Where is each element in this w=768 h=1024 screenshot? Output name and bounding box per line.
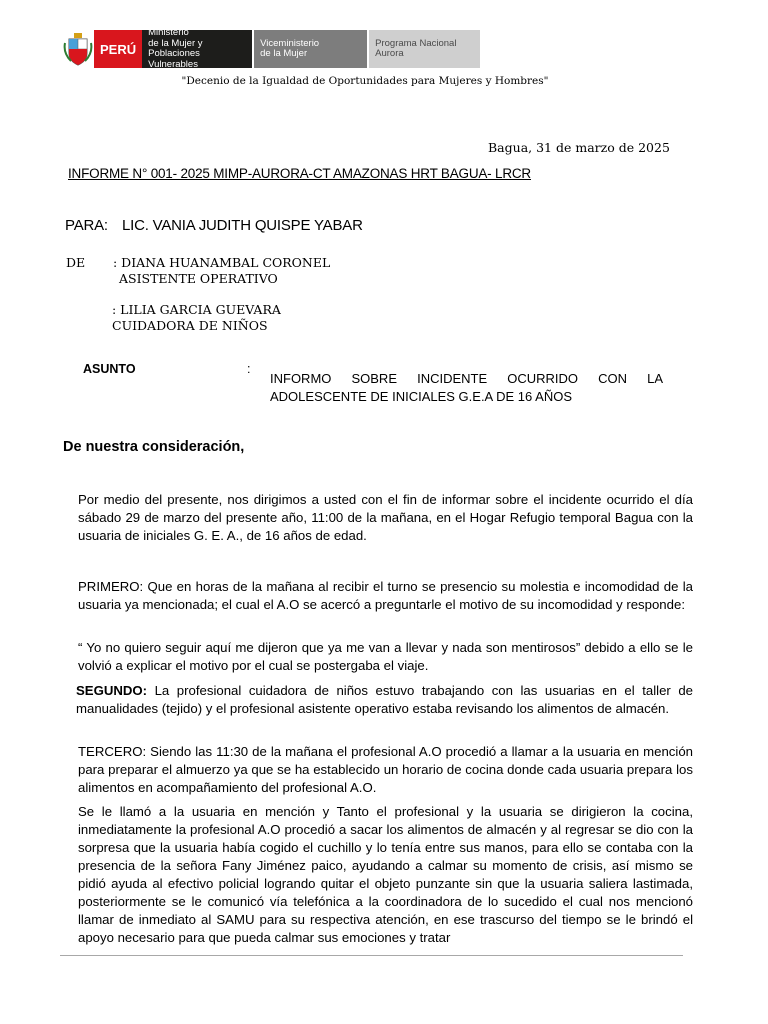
recipient-row <box>65 217 363 234</box>
sender-1-name: : DIANA HUANAMBAL CORONEL <box>113 255 331 270</box>
greeting: De nuestra consideración, <box>63 439 245 455</box>
viceministry-label: Viceministerio de la Mujer <box>252 30 367 68</box>
decenio-motto: "Decenio de la Igualdad de Oportunidades para Mujeres y Hombres" <box>181 75 549 87</box>
recipient-name: LIC. VANIA JUDITH QUISPE YABAR <box>122 217 363 234</box>
sender-2 <box>112 302 281 334</box>
program-label: Programa Nacional Aurora <box>367 30 480 68</box>
peru-label: PERÚ <box>94 30 142 68</box>
paragraph-segundo <box>76 682 693 718</box>
sender-1-role: ASISTENTE OPERATIVO <box>119 271 278 286</box>
institution-logo-strip <box>62 27 480 70</box>
sender-2-name: : LILIA GARCIA GUEVARA <box>112 302 281 317</box>
asunto-label: ASUNTO <box>83 362 136 376</box>
de-label: DE <box>66 255 86 270</box>
sender-2-role: CUIDADORA DE NIÑOS <box>112 318 268 333</box>
document-date: Bagua, 31 de marzo de 2025 <box>488 140 670 155</box>
paragraph-primero: PRIMERO: Que en horas de la mañana al recibir el turno se presencio su molestia e incomodidad de la usuaria ya mencionada; el cual el A.O se acercó a preguntarle el motivo de su incomodidad y responde: <box>78 579 693 612</box>
paragraph-final: Se le llamó a la usuaria en mención y Tanto el profesional y la usuaria se dirigieron la cocina, inmediatamente la profesional A.O procedió a sacar los alimentos de almacén y al regresar se dio con la sorpresa que la usuaria había cogido el cuchillo y lo tenía entre sus manos, para ello se contaba con la presencia de la señora Fany Jiménez paico, ayudando a calmar su momento de crisis, así mismo se pidió ayuda al efectivo policial logrando quitar el objeto punzante sin que la usuaria saliera lastimada, posteriormente se le comunicó vía telefónica a la coordinadora de lo sucedido el cual nos mencionó llamar de inmediato al SAMU para su respectiva atención, en ese trascurso del tiempo se le brindó el apoyo necesario para que pueda calmar sus emociones y tratar <box>78 804 693 945</box>
para-label: PARA: <box>65 217 108 234</box>
page-divider <box>60 955 683 956</box>
paragraph-quote: “ Yo no quiero seguir aquí me dijeron que ya me van a llevar y nada son mentirosos” debido a ello se le volvió a explicar el motivo por el cual se postergaba el viaje. <box>78 640 693 673</box>
paragraph-intro: Por medio del presente, nos dirigimos a usted con el fin de informar sobre el incidente ocurrido el día sábado 29 de marzo del presente año, 11:00 de la mañana, en el Hogar Refugio temporal Bagua con la usuaria de iniciales G. E. A., de 16 años de edad. <box>78 492 693 543</box>
segundo-text: La profesional cuidadora de niños estuvo trabajando con las usuarias en el taller de manualidades (tejido) y el profesional asistente operativo estaba revisando los alimentos de almacén. <box>76 683 693 716</box>
report-number: INFORME N° 001- 2025 MIMP-AURORA-CT AMAZONAS HRT BAGUA- LRCR <box>68 166 531 181</box>
asunto-colon: : <box>247 362 251 376</box>
national-shield-icon <box>62 30 94 68</box>
paragraph-tercero: TERCERO: Siendo las 11:30 de la mañana el profesional A.O procedió a llamar a la usuaria en mención para preparar el almuerzo ya que se ha establecido un horario de cocina donde cada usuaria prepara los alimentos en acompañamiento del profesional A.O. <box>78 744 693 795</box>
segundo-label: SEGUNDO: <box>76 683 148 698</box>
asunto-text: INFORMO SOBRE INCIDENTE OCURRIDO CON LA ADOLESCENTE DE INICIALES G.E.A DE 16 AÑOS <box>270 371 663 404</box>
sender-1 <box>113 255 330 287</box>
ministry-label: Ministerio de la Mujer y Poblaciones Vulnerables <box>142 30 252 68</box>
